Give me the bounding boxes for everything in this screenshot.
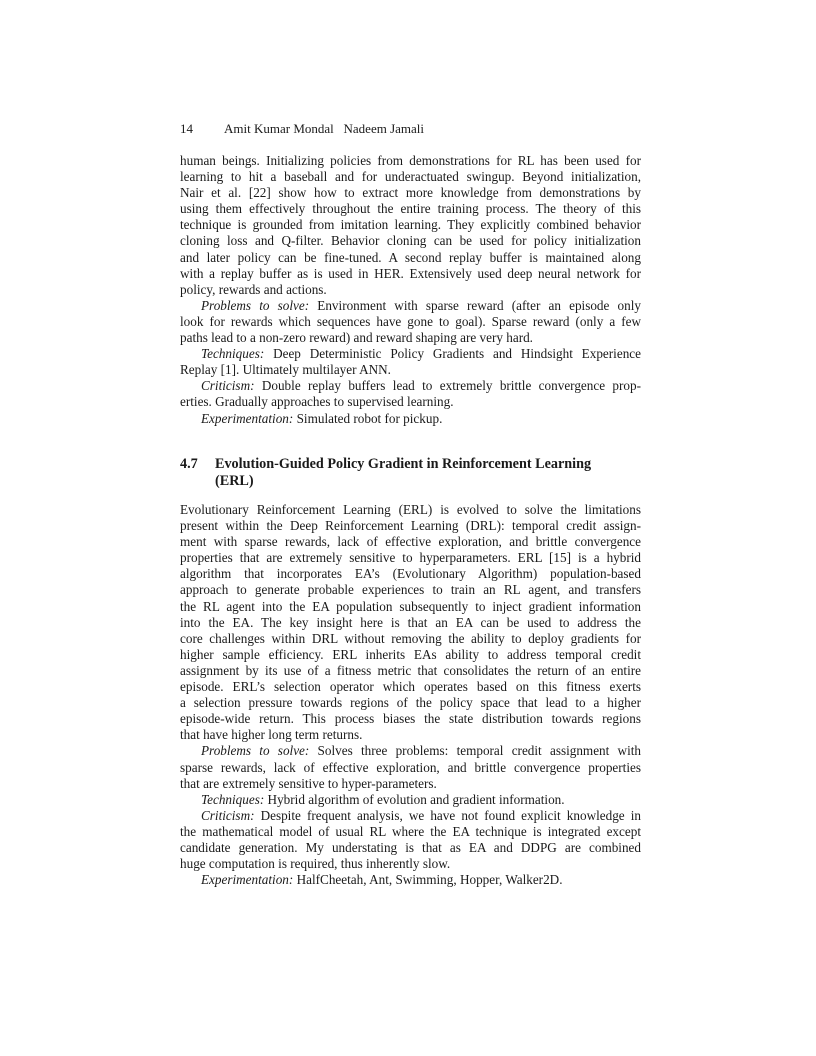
line-text: episode. ERL’s selection operator which operates based on this fitness exerts: [180, 679, 641, 695]
text-line: [180, 856, 641, 872]
paragraph-label: Problems to solve:: [201, 743, 310, 759]
text-line: [180, 502, 641, 518]
text-line: [180, 217, 641, 233]
line-text: candidate generation. My understating is that as EA and DDPG are combined: [180, 839, 641, 855]
text-line: [180, 840, 641, 856]
line-text: and later policy can be fine-tuned. A second replay buffer is maintained along: [180, 249, 641, 265]
text-line: [180, 872, 641, 888]
text-line: [180, 362, 641, 378]
section-number: 4.7: [180, 456, 198, 472]
line-text: Nair et al. [22] show how to extract more knowledge from demonstrations by: [180, 185, 641, 201]
line-text: Deep Deterministic Policy Gradients and Hindsight Experience: [264, 346, 641, 362]
text-line: [180, 808, 641, 824]
line-text: human beings. Initializing policies from demonstrations for RL has been used for: [180, 153, 641, 168]
line-text: core challenges within DRL without removing the ability to deploy gradients for: [180, 630, 641, 646]
text-line: [180, 282, 641, 298]
text-line: [180, 550, 641, 566]
line-text: Evolutionary Reinforcement Learning (ERL) is evolved to solve the limitations: [180, 502, 641, 517]
text-line: [180, 760, 641, 776]
text-line: [180, 378, 641, 394]
line-text: learning to hit a baseball and for underactuated swingup. Beyond initialization,: [180, 169, 641, 185]
line-text: Despite frequent analysis, we have not found explicit knowledge in: [254, 807, 641, 823]
text-line: [180, 298, 641, 314]
text-line: [180, 185, 641, 201]
line-text: HalfCheetah, Ant, Swimming, Hopper, Walker2D.: [293, 872, 563, 888]
text-line: [180, 695, 641, 711]
line-text: the RL agent into the EA population subsequently to inject gradient information: [180, 598, 641, 614]
text-line: [180, 631, 641, 647]
line-text: that have higher long term returns.: [180, 727, 363, 743]
line-text: look for rewards which sequences have gone to goal). Sparse reward (only a few: [180, 313, 641, 329]
text-line: [180, 169, 641, 185]
paragraph-label: Experimentation:: [201, 410, 294, 426]
running-header: [180, 121, 424, 137]
text-line: [180, 647, 641, 663]
text-line: [180, 663, 641, 679]
body-text-section: [180, 502, 641, 888]
line-text: Simulated robot for pickup.: [293, 410, 443, 426]
text-line: [180, 824, 641, 840]
line-text: paths lead to a non-zero reward) and reward shaping are very hard.: [180, 330, 533, 346]
line-text: that are extremely sensitive to hyper-parameters.: [180, 775, 437, 791]
paragraph: [180, 153, 641, 298]
paragraph-label: Techniques:: [201, 791, 265, 807]
line-text: episode-wide return. This process biases the state distribution towards regions: [180, 711, 641, 727]
text-line: [180, 518, 641, 534]
paragraph: [180, 378, 641, 410]
line-text: Double replay buffers lead to extremely brittle convergence prop-: [254, 378, 641, 394]
running-header-authors: Amit Kumar Mondal Nadeem Jamali: [224, 121, 425, 136]
text-line: [180, 566, 641, 582]
paragraph-label: Criticism:: [201, 807, 255, 823]
line-text: assignment by its use of a fitness metric that consolidates the return of an entire: [180, 662, 641, 678]
line-text: Replay [1]. Ultimately multilayer ANN.: [180, 362, 391, 378]
text-line: [180, 711, 641, 727]
text-line: [180, 582, 641, 598]
text-line: [180, 233, 641, 249]
paragraph: [180, 411, 641, 427]
line-text: policy, rewards and actions.: [180, 281, 327, 297]
paragraph: [180, 872, 641, 888]
paragraph-label: Techniques:: [201, 346, 265, 362]
paragraph-label: Problems to solve:: [201, 297, 310, 313]
text-line: [180, 266, 641, 282]
text-line: [180, 153, 641, 169]
line-text: Solves three problems: temporal credit assignment with: [309, 743, 641, 759]
text-line: [180, 727, 641, 743]
line-text: using them effectively throughout the entire training process. The theory of this: [180, 201, 641, 217]
section-heading: [180, 456, 641, 489]
line-text: the mathematical model of usual RL where the EA technique is integrated except: [180, 823, 641, 839]
line-text: sparse rewards, lack of effective exploration, and brittle convergence properties: [180, 759, 641, 775]
line-text: algorithm that incorporates EA’s (Evolutionary Algorithm) population-based: [180, 566, 641, 582]
line-text: erties. Gradually approaches to supervised learning.: [180, 394, 454, 410]
text-line: [180, 599, 641, 615]
line-text: huge computation is required, thus inherently slow.: [180, 856, 451, 872]
text-line: [180, 394, 641, 410]
line-text: a selection pressure towards regions of the policy space that lead to a higher: [180, 695, 641, 711]
paragraph-label: Criticism:: [201, 378, 255, 394]
line-text: Environment with sparse reward (after an episode only: [309, 297, 641, 313]
text-line: [180, 615, 641, 631]
paragraph: [180, 808, 641, 872]
text-line: [180, 330, 641, 346]
line-text: present within the Deep Reinforcement Learning (DRL): temporal credit assign-: [180, 518, 641, 534]
page-number: 14: [180, 121, 193, 136]
text-line: [180, 201, 641, 217]
line-text: cloning loss and Q-filter. Behavior cloning can be used for policy initialization: [180, 233, 641, 249]
body-text-top: [180, 153, 641, 427]
section-title-line2: (ERL): [215, 472, 254, 489]
line-text: technique is grounded from imitation learning. They explicitly combined behavior: [180, 217, 641, 233]
line-text: with a replay buffer as is used in HER. Extensively used deep neural network for: [180, 265, 641, 281]
text-line: [180, 250, 641, 266]
paragraph-label: Experimentation:: [201, 872, 294, 888]
line-text: into the EA. The key insight here is that an EA can be used to address the: [180, 614, 641, 630]
paragraph: [180, 743, 641, 791]
line-text: approach to generate probable experiences to train an RL agent, and transfers: [180, 582, 641, 598]
paragraph: [180, 298, 641, 346]
text-line: [180, 534, 641, 550]
text-line: [180, 776, 641, 792]
line-text: properties that are extremely sensitive to hyperparameters. ERL [15] is a hybrid: [180, 550, 641, 566]
paragraph: [180, 792, 641, 808]
paragraph: [180, 502, 641, 743]
line-text: Hybrid algorithm of evolution and gradient information.: [264, 791, 565, 807]
line-text: ment with sparse rewards, lack of effective exploration, and brittle convergence: [180, 534, 641, 550]
section-title-line1: Evolution-Guided Policy Gradient in Reinforcement Learning: [215, 456, 592, 472]
text-line: [180, 792, 641, 808]
line-text: higher sample efficiency. ERL inherits EAs ability to address temporal credit: [180, 646, 641, 662]
text-line: [180, 743, 641, 759]
text-line: [180, 314, 641, 330]
text-line: [180, 411, 641, 427]
paragraph: [180, 346, 641, 378]
text-line: [180, 679, 641, 695]
text-line: [180, 346, 641, 362]
